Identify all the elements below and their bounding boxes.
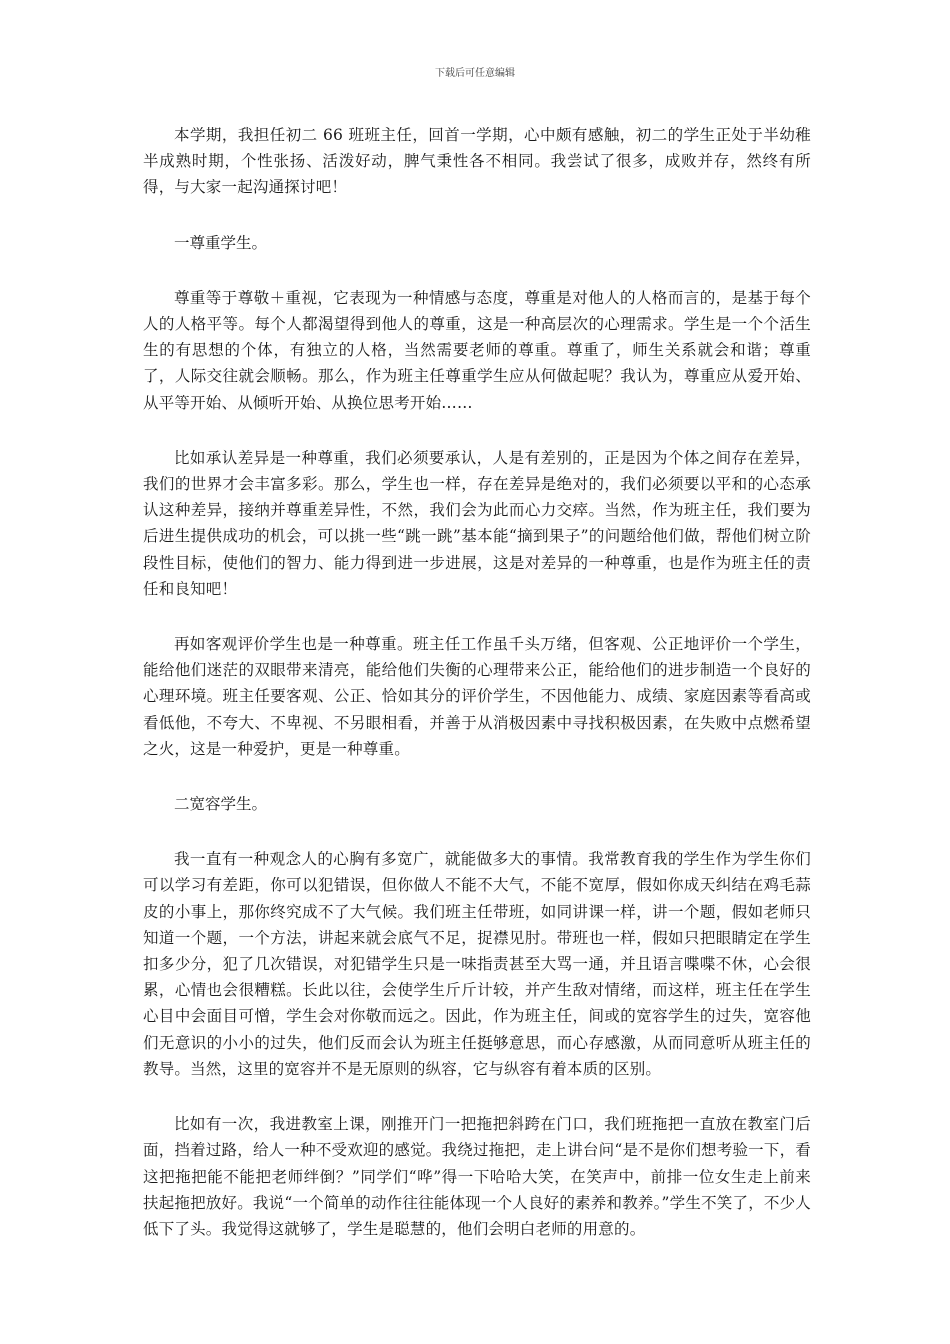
section-heading-respect: 一尊重学生。 xyxy=(174,233,268,252)
respect-paragraph-1: 尊重等于尊敬＋重视，它表现为一种情感与态度，尊重是对他人的人格而言的，是基于每个人的人格平等。每个人都渴望得到他人的尊重，这是一种高层次的心理需求。学生是一个个活生生的有思想的个体，有独立的人格，当然需要老师的尊重。尊重了，师生关系就会和谐；尊重了，人际交往就会顺畅。那么，作为班主任尊重学生应从何做起呢？我认为，尊重应从爱开始、从平等开始、从倾听开始、从换位思考开始…… xyxy=(143,288,811,412)
respect-paragraph-2: 比如承认差异是一种尊重，我们必须要承认，人是有差别的，正是因为个体之间存在差异，我们的世界才会丰富多彩。那么，学生也一样，存在差异是绝对的，我们必须要以平和的心态承认这种差异，接纳并尊重差异性，不然，我们会为此而心力交瘁。当然，作为班主任，我们要为后进生提供成功的机会，可以挑一些“跳一跳”基本能“摘到果子”的问题给他们做，帮他们树立阶段性目标，使他们的智力、能力得到进一步进展，这是对差异的一种尊重，也是作为班主任的责任和良知吧！ xyxy=(143,448,811,598)
section-heading-tolerance: 二宽容学生。 xyxy=(174,795,268,814)
respect-paragraph-3: 再如客观评价学生也是一种尊重。班主任工作虽千头万绪，但客观、公正地评价一个学生，能给他们迷茫的双眼带来清亮，能给他们失衡的心理带来公正，能给他们的进步制造一个良好的心理环境。班主任要客观、公正、恰如其分的评价学生，不因他能力、成绩、家庭因素等看高或看低他，不夸大、不卑视、不另眼相看，并善于从消极因素中寻找积极因素，在失败中点燃希望之火，这是一种爱护，更是一种尊重。 xyxy=(143,635,811,758)
tolerance-paragraph-2: 比如有一次，我进教室上课，刚推开门一把拖把斜跨在门口，我们班拖把一直放在教室门后面，挡着过路，给人一种不受欢迎的感觉。我绕过拖把，走上讲台问“是不是你们想考验一下，看这把拖把能不能把老师绊倒？”同学们“哗”得一下哈哈大笑，在笑声中，前排一位女生走上前来扶起拖把放好。我说“一个简单的动作往往能体现一个人良好的素养和教养。”学生不笑了，不少人低下了头。我觉得这就够了，学生是聪慧的，他们会明白老师的用意的。 xyxy=(143,1115,811,1238)
intro-paragraph: 本学期，我担任初二 66 班班主任，回首一学期，心中颇有感触，初二的学生正处于半幼稚半成熟时期，个性张扬、活泼好动，脾气秉性各不相同。我尝试了很多，成败并存，然终有所得，与大家一起沟通探讨吧！ xyxy=(143,126,811,197)
tolerance-paragraph-1: 我一直有一种观念人的心胸有多宽广，就能做多大的事情。我常教育我的学生作为学生你们可以学习有差距，你可以犯错误，但你做人不能不大气，不能不宽厚，假如你成天纠结在鸡毛蒜皮的小事上，那你终究成不了大气候。我们班主任带班，如同讲课一样，讲一个题，假如老师只知道一个题，一个方法，讲起来就会底气不足，捉襟见肘。带班也一样，假如只把眼睛定在学生扣多少分，犯了几次错误，对犯错学生只是一味指责甚至大骂一通，并且语言喋喋不休，心会很累，心情也会很糟糕。长此以往，会使学生斤斤计较，并产生敌对情绪，而这样，班主任在学生心目中会面目可憎，学生会对你敬而远之。因此，作为班主任，间或的宽容学生的过失，宽容他们无意识的小小的过失，他们反而会认为班主任挺够意思，而心存感激，从而同意听从班主任的教导。当然，这里的宽容并不是无原则的纵容，它与纵容有着本质的区别。 xyxy=(143,850,811,1078)
page-header-note: 下载后可任意编辑 xyxy=(435,68,515,79)
document-body xyxy=(143,122,811,1271)
